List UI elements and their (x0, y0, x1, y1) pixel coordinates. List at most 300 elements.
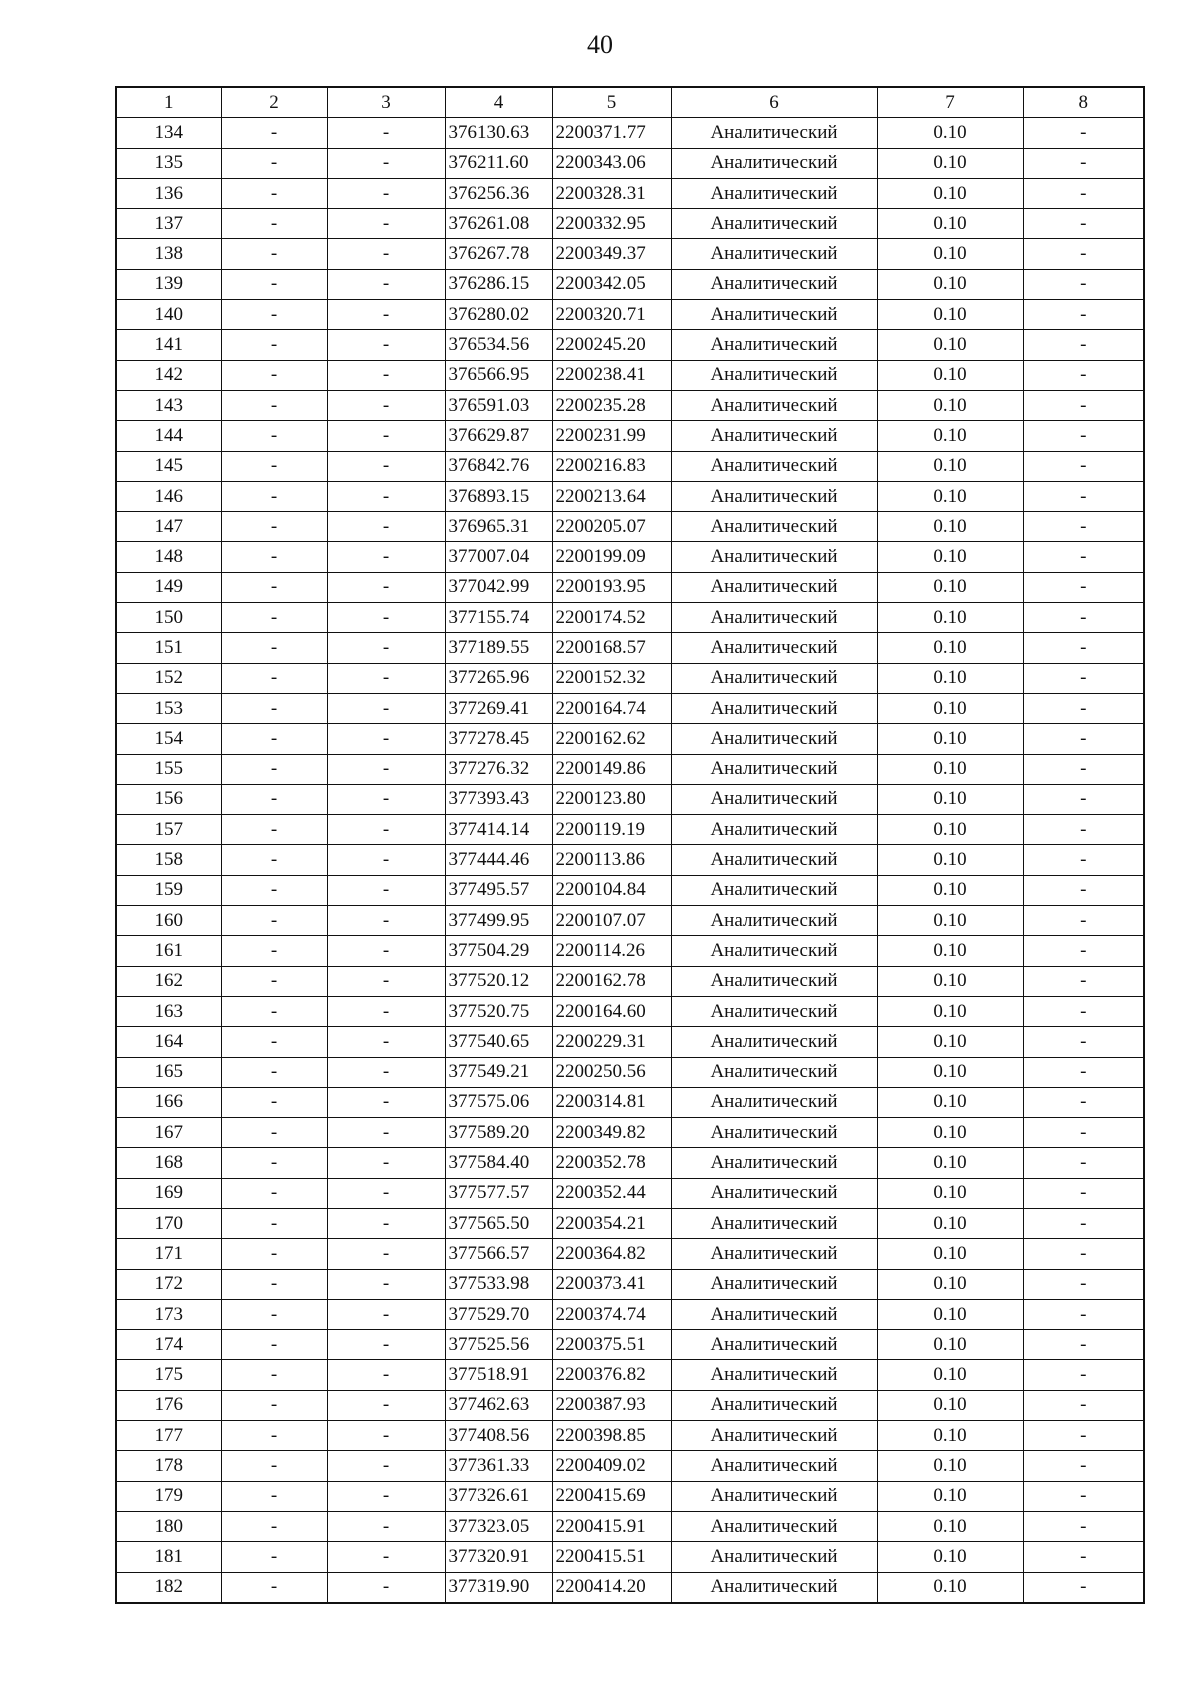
cell-accuracy: 0.10 (877, 451, 1023, 481)
cell-point-number: 135 (116, 148, 221, 178)
cell-coord-y: 2200409.02 (552, 1451, 671, 1481)
cell-method: Аналитический (671, 845, 877, 875)
cell-coord-y: 2200235.28 (552, 390, 671, 420)
table-row (116, 966, 1144, 996)
table-row (116, 1330, 1144, 1360)
table-body (116, 118, 1144, 1603)
cell-col-3: - (327, 512, 445, 542)
cell-accuracy: 0.10 (877, 360, 1023, 390)
cell-col-3: - (327, 966, 445, 996)
cell-coord-y: 2200387.93 (552, 1390, 671, 1420)
cell-coord-x: 377155.74 (445, 603, 552, 633)
cell-coord-y: 2200375.51 (552, 1330, 671, 1360)
cell-col-8: - (1023, 1148, 1144, 1178)
cell-coord-y: 2200352.44 (552, 1178, 671, 1208)
cell-coord-x: 377575.06 (445, 1087, 552, 1117)
cell-coord-x: 377499.95 (445, 906, 552, 936)
cell-accuracy: 0.10 (877, 421, 1023, 451)
cell-col-3: - (327, 421, 445, 451)
cell-col-3: - (327, 300, 445, 330)
cell-col-8: - (1023, 542, 1144, 572)
cell-method: Аналитический (671, 603, 877, 633)
table-row (116, 633, 1144, 663)
cell-point-number: 147 (116, 512, 221, 542)
table-row (116, 300, 1144, 330)
cell-point-number: 158 (116, 845, 221, 875)
cell-point-number: 178 (116, 1451, 221, 1481)
cell-point-number: 146 (116, 481, 221, 511)
cell-col-3: - (327, 815, 445, 845)
cell-point-number: 150 (116, 603, 221, 633)
cell-accuracy: 0.10 (877, 906, 1023, 936)
cell-col-3: - (327, 1148, 445, 1178)
cell-col-2: - (221, 845, 327, 875)
cell-col-2: - (221, 815, 327, 845)
cell-point-number: 179 (116, 1481, 221, 1511)
cell-method: Аналитический (671, 1572, 877, 1603)
cell-col-3: - (327, 1027, 445, 1057)
cell-col-8: - (1023, 148, 1144, 178)
cell-accuracy: 0.10 (877, 603, 1023, 633)
cell-coord-x: 377495.57 (445, 875, 552, 905)
cell-method: Аналитический (671, 512, 877, 542)
cell-accuracy: 0.10 (877, 1118, 1023, 1148)
cell-col-3: - (327, 1542, 445, 1572)
cell-col-2: - (221, 1208, 327, 1238)
cell-method: Аналитический (671, 118, 877, 148)
cell-point-number: 144 (116, 421, 221, 451)
cell-coord-x: 377565.50 (445, 1208, 552, 1238)
cell-col-2: - (221, 1421, 327, 1451)
cell-col-3: - (327, 148, 445, 178)
cell-coord-y: 2200231.99 (552, 421, 671, 451)
cell-col-2: - (221, 1511, 327, 1541)
cell-col-8: - (1023, 1027, 1144, 1057)
table-row (116, 390, 1144, 420)
cell-col-3: - (327, 1481, 445, 1511)
cell-accuracy: 0.10 (877, 845, 1023, 875)
cell-coord-x: 377533.98 (445, 1269, 552, 1299)
cell-col-3: - (327, 1208, 445, 1238)
header-row (116, 87, 1144, 118)
cell-accuracy: 0.10 (877, 1299, 1023, 1329)
cell-col-2: - (221, 1178, 327, 1208)
table-row (116, 481, 1144, 511)
cell-coord-x: 377549.21 (445, 1057, 552, 1087)
cell-coord-y: 2200376.82 (552, 1360, 671, 1390)
cell-col-2: - (221, 451, 327, 481)
cell-coord-x: 377414.14 (445, 815, 552, 845)
cell-col-8: - (1023, 360, 1144, 390)
cell-col-8: - (1023, 269, 1144, 299)
cell-coord-y: 2200164.60 (552, 996, 671, 1026)
cell-col-2: - (221, 1330, 327, 1360)
cell-coord-y: 2200245.20 (552, 330, 671, 360)
cell-col-8: - (1023, 1451, 1144, 1481)
cell-method: Аналитический (671, 1208, 877, 1238)
table-row (116, 1451, 1144, 1481)
table-row (116, 1148, 1144, 1178)
cell-col-8: - (1023, 875, 1144, 905)
cell-method: Аналитический (671, 1239, 877, 1269)
cell-col-3: - (327, 390, 445, 420)
cell-coord-x: 376286.15 (445, 269, 552, 299)
cell-method: Аналитический (671, 1542, 877, 1572)
table-row (116, 1360, 1144, 1390)
table-row (116, 1118, 1144, 1148)
cell-accuracy: 0.10 (877, 693, 1023, 723)
column-header-3: 3 (327, 87, 445, 118)
cell-coord-y: 2200193.95 (552, 572, 671, 602)
cell-coord-x: 376893.15 (445, 481, 552, 511)
cell-point-number: 153 (116, 693, 221, 723)
cell-coord-y: 2200238.41 (552, 360, 671, 390)
cell-col-2: - (221, 724, 327, 754)
cell-col-3: - (327, 1178, 445, 1208)
table-row (116, 330, 1144, 360)
cell-point-number: 151 (116, 633, 221, 663)
cell-coord-x: 377265.96 (445, 663, 552, 693)
cell-method: Аналитический (671, 1118, 877, 1148)
cell-col-2: - (221, 542, 327, 572)
cell-coord-y: 2200216.83 (552, 451, 671, 481)
cell-col-8: - (1023, 1481, 1144, 1511)
table-row (116, 906, 1144, 936)
cell-accuracy: 0.10 (877, 542, 1023, 572)
cell-coord-y: 2200162.78 (552, 966, 671, 996)
cell-col-2: - (221, 360, 327, 390)
table-row (116, 178, 1144, 208)
cell-method: Аналитический (671, 421, 877, 451)
cell-point-number: 174 (116, 1330, 221, 1360)
cell-col-8: - (1023, 693, 1144, 723)
cell-point-number: 172 (116, 1269, 221, 1299)
cell-coord-x: 377444.46 (445, 845, 552, 875)
cell-coord-y: 2200314.81 (552, 1087, 671, 1117)
cell-method: Аналитический (671, 1481, 877, 1511)
table-row (116, 1087, 1144, 1117)
cell-coord-y: 2200107.07 (552, 906, 671, 936)
page-number: 40 (587, 30, 613, 59)
cell-point-number: 171 (116, 1239, 221, 1269)
cell-col-8: - (1023, 1421, 1144, 1451)
cell-point-number: 136 (116, 178, 221, 208)
cell-method: Аналитический (671, 663, 877, 693)
cell-col-3: - (327, 906, 445, 936)
cell-col-3: - (327, 481, 445, 511)
cell-accuracy: 0.10 (877, 1421, 1023, 1451)
cell-col-3: - (327, 1451, 445, 1481)
cell-point-number: 137 (116, 209, 221, 239)
cell-coord-x: 377269.41 (445, 693, 552, 723)
cell-accuracy: 0.10 (877, 1178, 1023, 1208)
cell-coord-y: 2200374.74 (552, 1299, 671, 1329)
cell-col-2: - (221, 1481, 327, 1511)
cell-point-number: 156 (116, 784, 221, 814)
cell-col-2: - (221, 209, 327, 239)
cell-col-2: - (221, 300, 327, 330)
cell-col-2: - (221, 390, 327, 420)
table-row (116, 875, 1144, 905)
cell-col-8: - (1023, 906, 1144, 936)
cell-col-2: - (221, 330, 327, 360)
cell-col-2: - (221, 512, 327, 542)
table-row (116, 1269, 1144, 1299)
cell-accuracy: 0.10 (877, 1511, 1023, 1541)
cell-col-8: - (1023, 1057, 1144, 1087)
cell-point-number: 180 (116, 1511, 221, 1541)
cell-point-number: 164 (116, 1027, 221, 1057)
cell-accuracy: 0.10 (877, 118, 1023, 148)
cell-method: Аналитический (671, 330, 877, 360)
cell-accuracy: 0.10 (877, 239, 1023, 269)
cell-coord-x: 376842.76 (445, 451, 552, 481)
cell-col-3: - (327, 1421, 445, 1451)
table-row (116, 1178, 1144, 1208)
cell-accuracy: 0.10 (877, 1208, 1023, 1238)
cell-method: Аналитический (671, 1360, 877, 1390)
cell-coord-x: 377042.99 (445, 572, 552, 602)
cell-accuracy: 0.10 (877, 1148, 1023, 1178)
table-row (116, 663, 1144, 693)
cell-col-2: - (221, 1269, 327, 1299)
cell-coord-y: 2200415.91 (552, 1511, 671, 1541)
cell-point-number: 140 (116, 300, 221, 330)
cell-point-number: 142 (116, 360, 221, 390)
cell-col-8: - (1023, 1118, 1144, 1148)
cell-col-3: - (327, 1511, 445, 1541)
table-row (116, 1057, 1144, 1087)
cell-col-3: - (327, 118, 445, 148)
cell-coord-y: 2200114.26 (552, 936, 671, 966)
cell-col-3: - (327, 1269, 445, 1299)
cell-col-3: - (327, 845, 445, 875)
cell-coord-x: 377189.55 (445, 633, 552, 663)
cell-method: Аналитический (671, 1178, 877, 1208)
cell-coord-y: 2200332.95 (552, 209, 671, 239)
cell-point-number: 167 (116, 1118, 221, 1148)
cell-col-8: - (1023, 1330, 1144, 1360)
table-row (116, 1511, 1144, 1541)
cell-accuracy: 0.10 (877, 663, 1023, 693)
cell-accuracy: 0.10 (877, 996, 1023, 1026)
cell-method: Аналитический (671, 269, 877, 299)
cell-method: Аналитический (671, 633, 877, 663)
cell-col-2: - (221, 693, 327, 723)
cell-col-2: - (221, 148, 327, 178)
cell-point-number: 138 (116, 239, 221, 269)
cell-coord-x: 377518.91 (445, 1360, 552, 1390)
table-row (116, 1208, 1144, 1238)
cell-coord-x: 376566.95 (445, 360, 552, 390)
cell-method: Аналитический (671, 875, 877, 905)
cell-point-number: 141 (116, 330, 221, 360)
cell-coord-y: 2200354.21 (552, 1208, 671, 1238)
cell-col-2: - (221, 1239, 327, 1269)
cell-col-3: - (327, 209, 445, 239)
cell-col-2: - (221, 1027, 327, 1057)
cell-coord-y: 2200364.82 (552, 1239, 671, 1269)
cell-method: Аналитический (671, 239, 877, 269)
cell-coord-y: 2200343.06 (552, 148, 671, 178)
table-row (116, 451, 1144, 481)
cell-accuracy: 0.10 (877, 1390, 1023, 1420)
column-header-5: 5 (552, 87, 671, 118)
cell-method: Аналитический (671, 784, 877, 814)
cell-point-number: 170 (116, 1208, 221, 1238)
cell-method: Аналитический (671, 693, 877, 723)
cell-col-8: - (1023, 1572, 1144, 1603)
cell-accuracy: 0.10 (877, 390, 1023, 420)
cell-method: Аналитический (671, 1027, 877, 1057)
cell-col-2: - (221, 633, 327, 663)
cell-coord-x: 377577.57 (445, 1178, 552, 1208)
cell-coord-y: 2200119.19 (552, 815, 671, 845)
cell-accuracy: 0.10 (877, 1269, 1023, 1299)
cell-col-2: - (221, 754, 327, 784)
cell-coord-y: 2200414.20 (552, 1572, 671, 1603)
column-header-6: 6 (671, 87, 877, 118)
cell-method: Аналитический (671, 966, 877, 996)
cell-coord-x: 377393.43 (445, 784, 552, 814)
cell-col-3: - (327, 1239, 445, 1269)
cell-coord-y: 2200162.62 (552, 724, 671, 754)
cell-coord-x: 376629.87 (445, 421, 552, 451)
cell-col-8: - (1023, 421, 1144, 451)
cell-col-8: - (1023, 1360, 1144, 1390)
cell-point-number: 160 (116, 906, 221, 936)
cell-point-number: 168 (116, 1148, 221, 1178)
cell-accuracy: 0.10 (877, 178, 1023, 208)
cell-accuracy: 0.10 (877, 1481, 1023, 1511)
cell-col-8: - (1023, 754, 1144, 784)
cell-accuracy: 0.10 (877, 724, 1023, 754)
cell-coord-x: 377007.04 (445, 542, 552, 572)
cell-method: Аналитический (671, 906, 877, 936)
cell-accuracy: 0.10 (877, 481, 1023, 511)
cell-accuracy: 0.10 (877, 1360, 1023, 1390)
cell-coord-x: 376591.03 (445, 390, 552, 420)
cell-method: Аналитический (671, 360, 877, 390)
cell-coord-x: 377540.65 (445, 1027, 552, 1057)
cell-coord-y: 2200168.57 (552, 633, 671, 663)
cell-coord-x: 377276.32 (445, 754, 552, 784)
cell-accuracy: 0.10 (877, 936, 1023, 966)
cell-col-8: - (1023, 512, 1144, 542)
cell-coord-x: 377589.20 (445, 1118, 552, 1148)
cell-point-number: 169 (116, 1178, 221, 1208)
cell-accuracy: 0.10 (877, 269, 1023, 299)
cell-col-3: - (327, 542, 445, 572)
cell-col-3: - (327, 1572, 445, 1603)
cell-col-8: - (1023, 481, 1144, 511)
cell-accuracy: 0.10 (877, 148, 1023, 178)
cell-coord-y: 2200373.41 (552, 1269, 671, 1299)
cell-point-number: 176 (116, 1390, 221, 1420)
cell-coord-y: 2200113.86 (552, 845, 671, 875)
cell-col-2: - (221, 1148, 327, 1178)
table-row (116, 1299, 1144, 1329)
cell-col-2: - (221, 421, 327, 451)
cell-coord-x: 377319.90 (445, 1572, 552, 1603)
cell-coord-y: 2200205.07 (552, 512, 671, 542)
table-row (116, 815, 1144, 845)
cell-coord-x: 377520.12 (445, 966, 552, 996)
cell-coord-y: 2200415.69 (552, 1481, 671, 1511)
cell-coord-y: 2200352.78 (552, 1148, 671, 1178)
cell-accuracy: 0.10 (877, 633, 1023, 663)
cell-accuracy: 0.10 (877, 1542, 1023, 1572)
cell-coord-x: 377323.05 (445, 1511, 552, 1541)
cell-coord-x: 377520.75 (445, 996, 552, 1026)
cell-method: Аналитический (671, 996, 877, 1026)
cell-col-8: - (1023, 1087, 1144, 1117)
cell-col-2: - (221, 936, 327, 966)
cell-coord-x: 377504.29 (445, 936, 552, 966)
cell-coord-y: 2200123.80 (552, 784, 671, 814)
cell-method: Аналитический (671, 936, 877, 966)
cell-col-8: - (1023, 966, 1144, 996)
cell-point-number: 165 (116, 1057, 221, 1087)
cell-col-2: - (221, 996, 327, 1026)
cell-point-number: 148 (116, 542, 221, 572)
cell-accuracy: 0.10 (877, 572, 1023, 602)
cell-col-8: - (1023, 239, 1144, 269)
cell-col-8: - (1023, 815, 1144, 845)
cell-col-8: - (1023, 1542, 1144, 1572)
cell-col-3: - (327, 178, 445, 208)
cell-coord-x: 377525.56 (445, 1330, 552, 1360)
cell-col-2: - (221, 663, 327, 693)
table-row (116, 845, 1144, 875)
cell-coord-y: 2200328.31 (552, 178, 671, 208)
cell-coord-x: 376261.08 (445, 209, 552, 239)
cell-col-8: - (1023, 300, 1144, 330)
cell-coord-x: 376130.63 (445, 118, 552, 148)
cell-col-2: - (221, 239, 327, 269)
cell-method: Аналитический (671, 390, 877, 420)
cell-col-8: - (1023, 663, 1144, 693)
cell-col-3: - (327, 360, 445, 390)
cell-col-3: - (327, 603, 445, 633)
cell-col-2: - (221, 1451, 327, 1481)
table-row (116, 1572, 1144, 1603)
cell-col-3: - (327, 239, 445, 269)
table-row (116, 724, 1144, 754)
cell-coord-y: 2200371.77 (552, 118, 671, 148)
cell-point-number: 139 (116, 269, 221, 299)
cell-coord-x: 376267.78 (445, 239, 552, 269)
cell-col-8: - (1023, 209, 1144, 239)
cell-coord-y: 2200342.05 (552, 269, 671, 299)
cell-method: Аналитический (671, 451, 877, 481)
cell-col-2: - (221, 1299, 327, 1329)
cell-method: Аналитический (671, 572, 877, 602)
cell-col-3: - (327, 875, 445, 905)
cell-point-number: 162 (116, 966, 221, 996)
cell-accuracy: 0.10 (877, 966, 1023, 996)
cell-method: Аналитический (671, 1087, 877, 1117)
cell-col-8: - (1023, 1299, 1144, 1329)
cell-col-2: - (221, 481, 327, 511)
cell-col-3: - (327, 1360, 445, 1390)
table-row (116, 572, 1144, 602)
cell-col-2: - (221, 1057, 327, 1087)
cell-col-8: - (1023, 845, 1144, 875)
cell-accuracy: 0.10 (877, 300, 1023, 330)
cell-point-number: 181 (116, 1542, 221, 1572)
table-row (116, 360, 1144, 390)
